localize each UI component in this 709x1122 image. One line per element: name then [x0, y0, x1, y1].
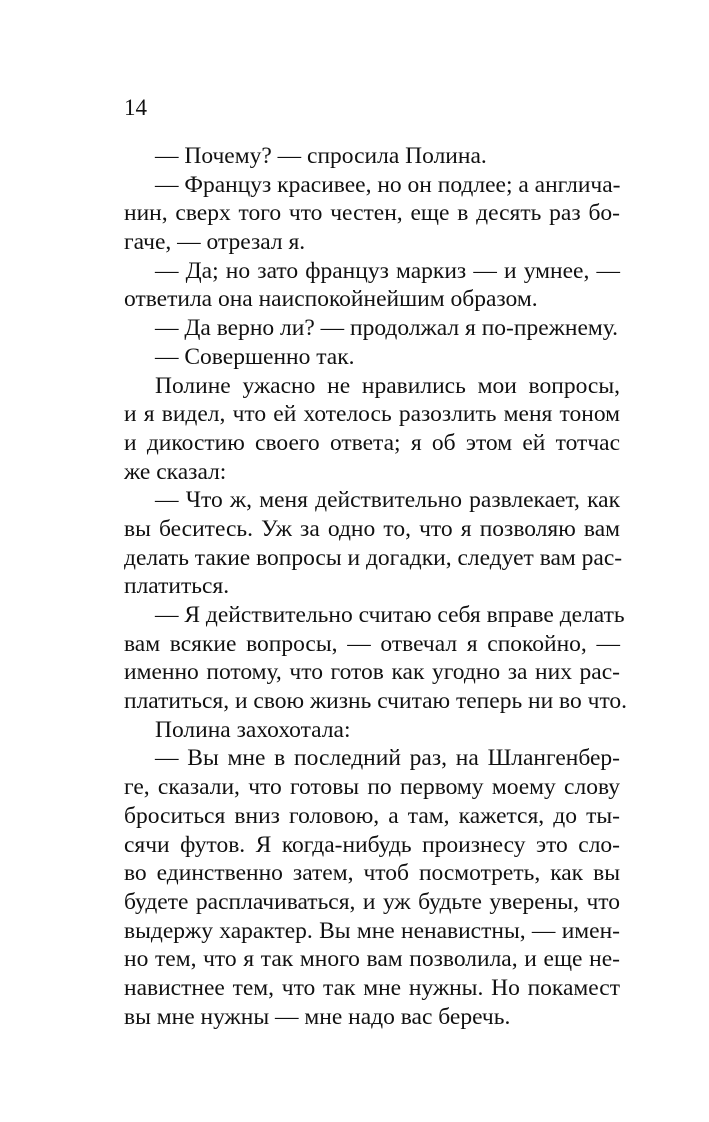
- text-line: броситься вниз головою, а там, кажется, до ты-: [124, 802, 620, 829]
- text-line: — Я действительно считаю себя вправе делать: [155, 602, 625, 628]
- text-line: же сказал:: [124, 458, 227, 485]
- text-line: Полина захохотала:: [155, 716, 351, 743]
- text-line: — Да; но зато француз маркиз — и умнее, —: [155, 257, 620, 284]
- text-line: навистнее тем, что так мне нужны. Но покамест: [124, 974, 620, 1001]
- body-text: [124, 142, 628, 1031]
- text-line: нин, сверх того что честен, еще в десять раз бо-: [124, 200, 620, 227]
- text-line: и дикостию своего ответа; я об этом ей тотчас: [124, 429, 620, 456]
- text-line: — Вы мне в последний раз, на Шлангенбер-: [155, 745, 620, 772]
- text-line: — Почему? — спросила Полина.: [155, 143, 487, 169]
- text-line: будете расплачиваться, и уж будьте уверены, что: [124, 888, 620, 915]
- text-line: ге, сказали, что готовы по первому моему слову: [124, 774, 620, 801]
- text-line: платиться.: [124, 573, 230, 600]
- text-line: вам всякие вопросы, — отвечал я спокойно, —: [124, 630, 620, 657]
- text-line: сячи футов. Я когда-нибудь произнесу это сло-: [124, 831, 620, 858]
- text-line: но тем, что я так много вам позволила, и еще не-: [124, 946, 620, 973]
- text-line: — Француз красивее, но он подлее; а англича-: [155, 171, 621, 198]
- text-line: выдержу характер. Вы мне ненавистны, — имен-: [124, 917, 620, 944]
- text-line: во единственно затем, чтоб посмотреть, как вы: [124, 860, 620, 887]
- text-line: — Что ж, меня действительно развлекает, как: [155, 487, 620, 514]
- text-line: делать такие вопросы и догадки, следует вам рас-: [124, 544, 623, 571]
- text-line: вы мне нужны — мне надо вас беречь.: [124, 1003, 511, 1030]
- text-line: платиться, и свою жизнь считаю теперь ни во что.: [124, 688, 628, 715]
- text-line: именно потому, что готов как угодно за них рас-: [124, 659, 620, 686]
- text-line: вы беситесь. Уж за одно то, что я позволяю вам: [124, 515, 620, 542]
- text-line: и я видел, что ей хотелось разозлить меня тоном: [124, 401, 620, 428]
- text-line: гаче, — отрезал я.: [124, 229, 306, 256]
- text-line: Полине ужасно не нравились мои вопросы,: [155, 372, 620, 399]
- page-number: 14: [124, 95, 147, 120]
- text-line: ответила она наиспокойнейшим образом.: [124, 286, 538, 313]
- text-line: — Совершенно так.: [155, 343, 355, 370]
- text-line: — Да верно ли? — продолжал я по-прежнему.: [155, 315, 619, 342]
